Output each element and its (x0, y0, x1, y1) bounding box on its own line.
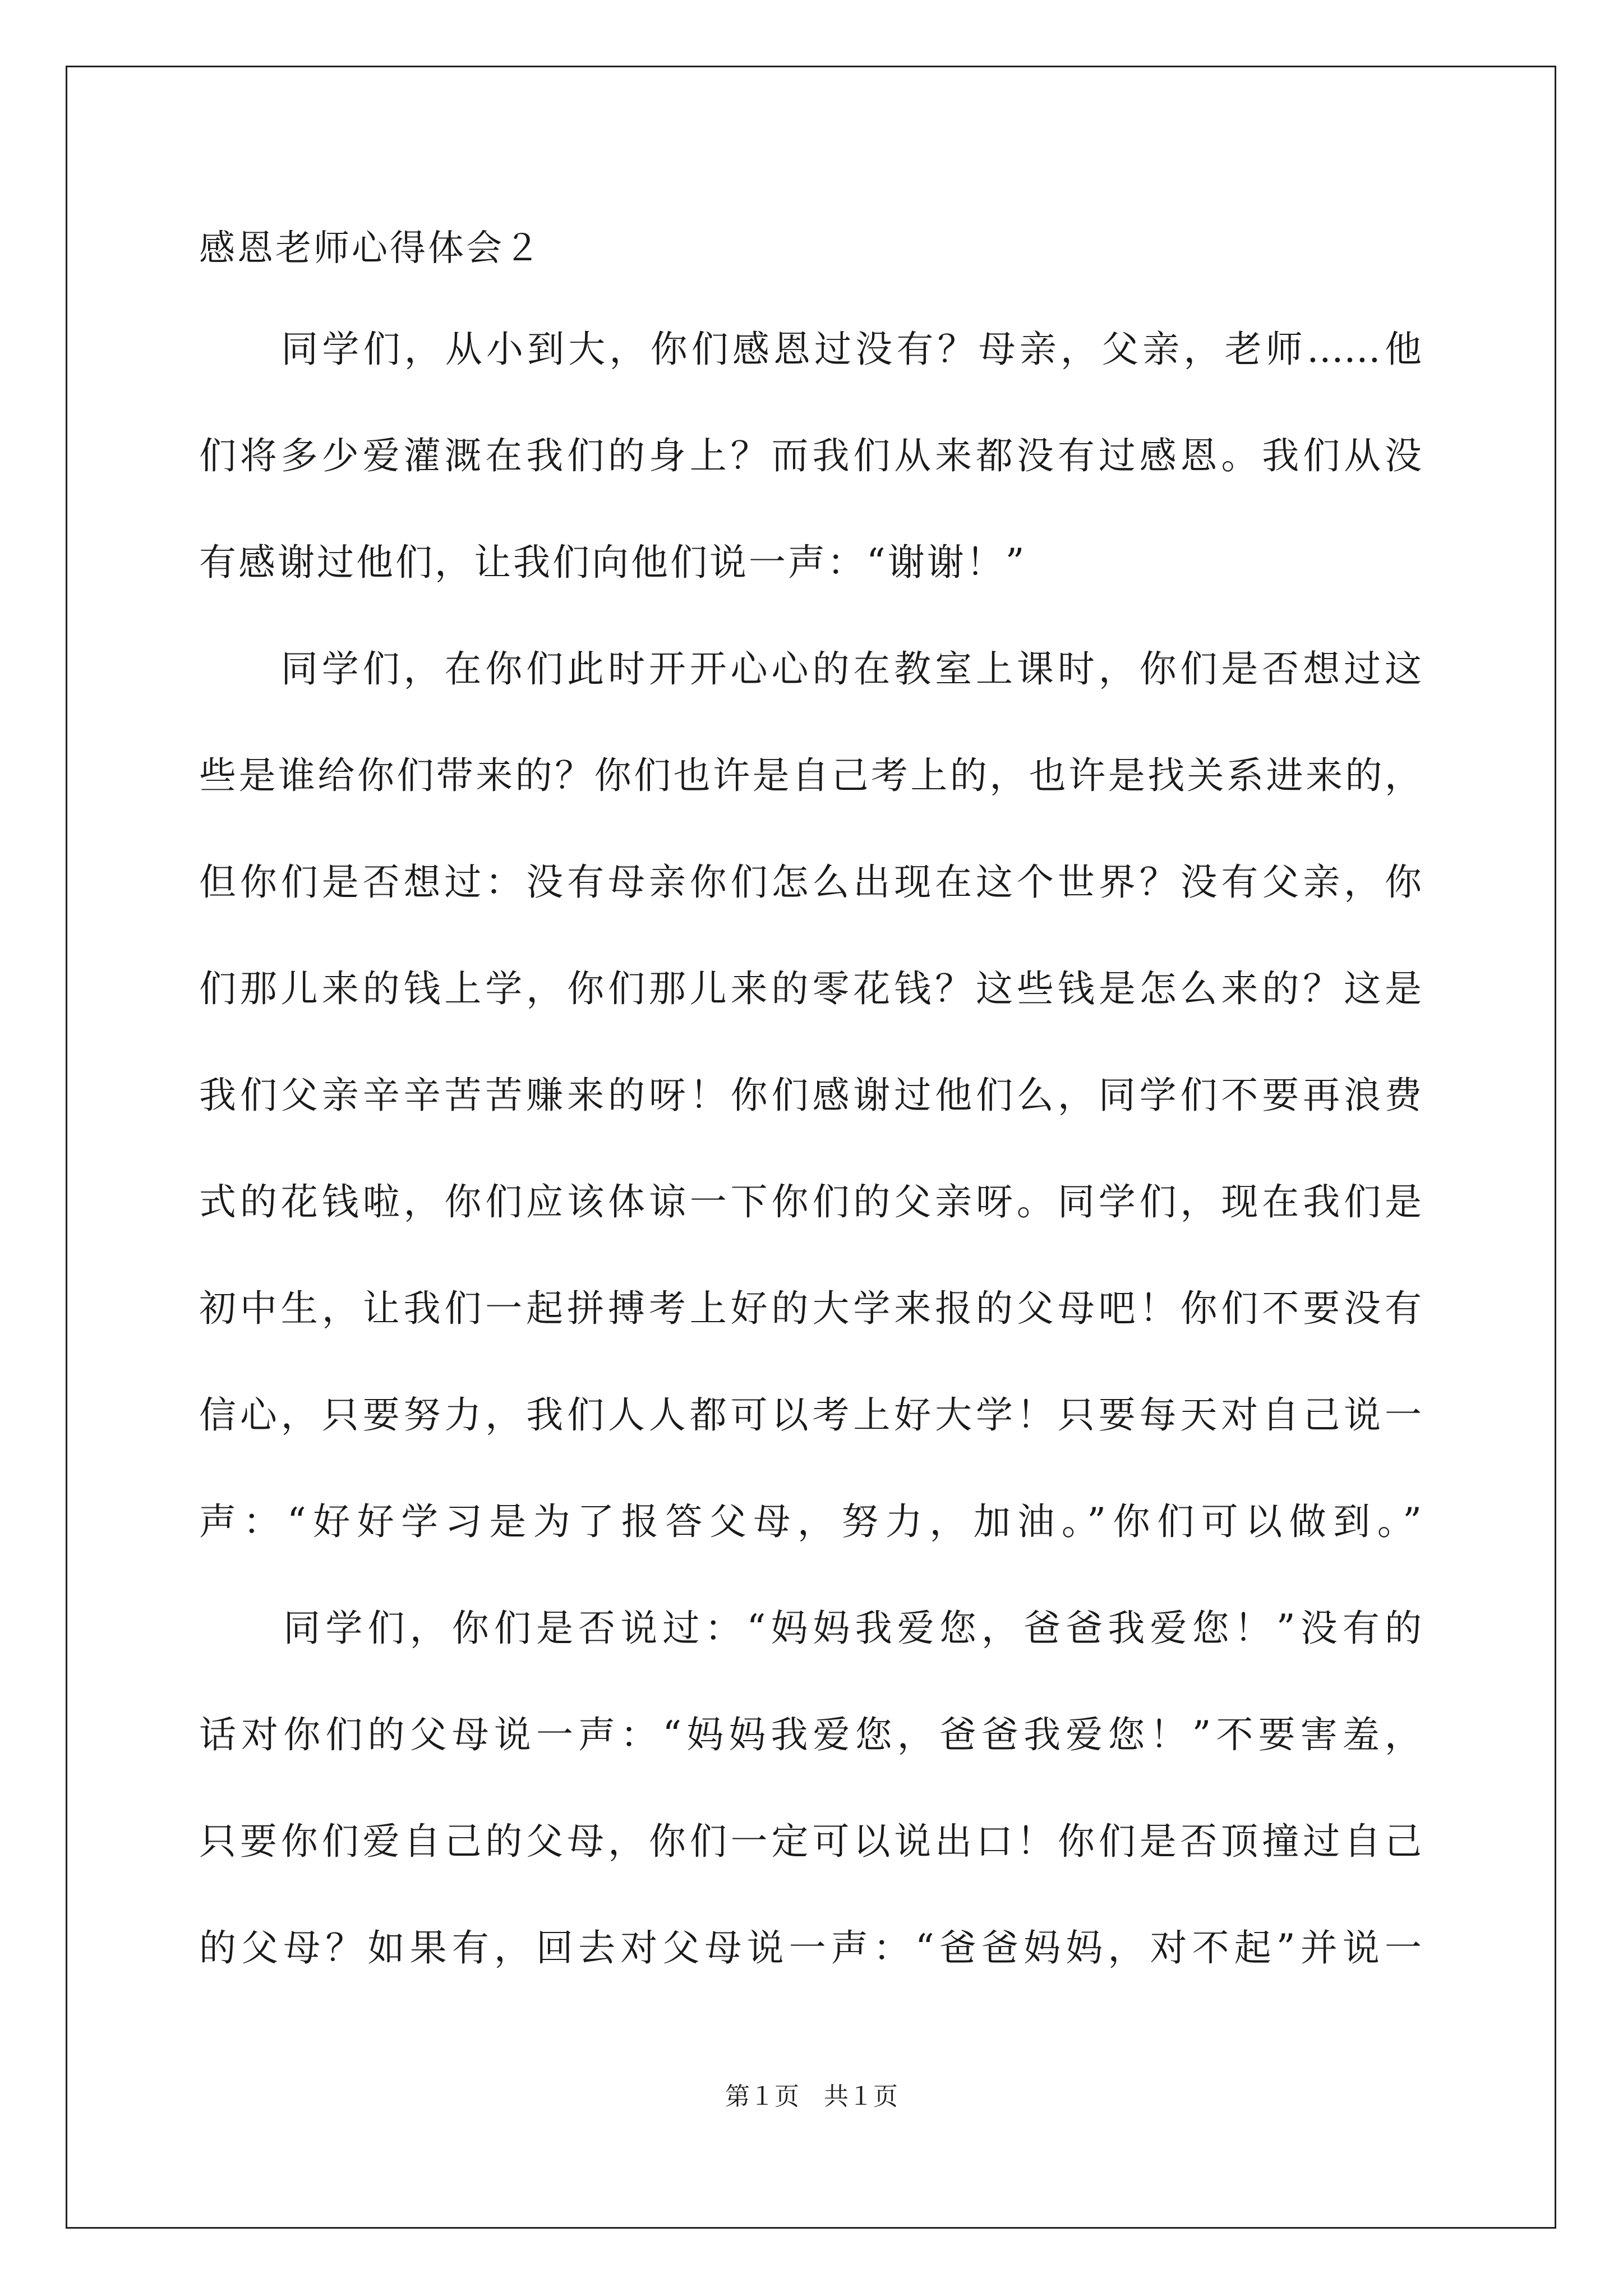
paragraph-line: 初中生，让我们一起拼搏考上好的大学来报的父母吧！你们不要没有 (199, 1287, 1422, 1330)
paragraph-line: 式的花钱啦，你们应该体谅一下你们的父亲呀。同学们，现在我们是 (199, 1180, 1422, 1223)
paragraph-line: 些是谁给你们带来的？你们也许是自己考上的，也许是找关系进来的， (199, 754, 1422, 797)
paragraph-line: 们那儿来的钱上学，你们那儿来的零花钱？这些钱是怎么来的？这是 (199, 967, 1422, 1010)
page-border (66, 66, 1556, 2229)
paragraph-line: 声：“好好学习是为了报答父母，努力，加油。”你们可以做到。” (199, 1500, 1422, 1543)
page-number-footer: 第１页 共１页 (725, 2082, 898, 2111)
paragraph-line: 同学们，在你们此时开开心心的在教室上课时，你们是否想过这 (199, 647, 1422, 691)
paragraph-line: 有感谢过他们，让我们向他们说一声：“谢谢！” (199, 541, 1027, 584)
paragraph-line: 们将多少爱灌溉在我们的身上？而我们从来都没有过感恩。我们从没 (199, 434, 1422, 477)
paragraph-line: 但你们是否想过：没有母亲你们怎么出现在这个世界？没有父亲，你 (199, 861, 1422, 904)
paragraph-line: 同学们，你们是否说过：“妈妈我爱您，爸爸我爱您！”没有的 (199, 1607, 1422, 1650)
paragraph-line: 我们父亲辛辛苦苦赚来的呀！你们感谢过他们么，同学们不要再浪费 (199, 1074, 1422, 1117)
paragraph-line: 同学们，从小到大，你们感恩过没有？母亲，父亲，老师……他 (199, 328, 1422, 371)
paragraph-line: 话对你们的父母说一声：“妈妈我爱您，爸爸我爱您！”不要害羞， (199, 1713, 1422, 1756)
paragraph-line: 信心，只要努力，我们人人都可以考上好大学！只要每天对自己说一 (199, 1393, 1422, 1437)
document-title: 感恩老师心得体会２ (199, 228, 542, 269)
paragraph-line: 的父母？如果有，回去对父母说一声：“爸爸妈妈，对不起”并说一 (199, 1926, 1422, 1970)
paragraph-line: 只要你们爱自己的父母，你们一定可以说出口！你们是否顶撞过自己 (199, 1820, 1422, 1863)
